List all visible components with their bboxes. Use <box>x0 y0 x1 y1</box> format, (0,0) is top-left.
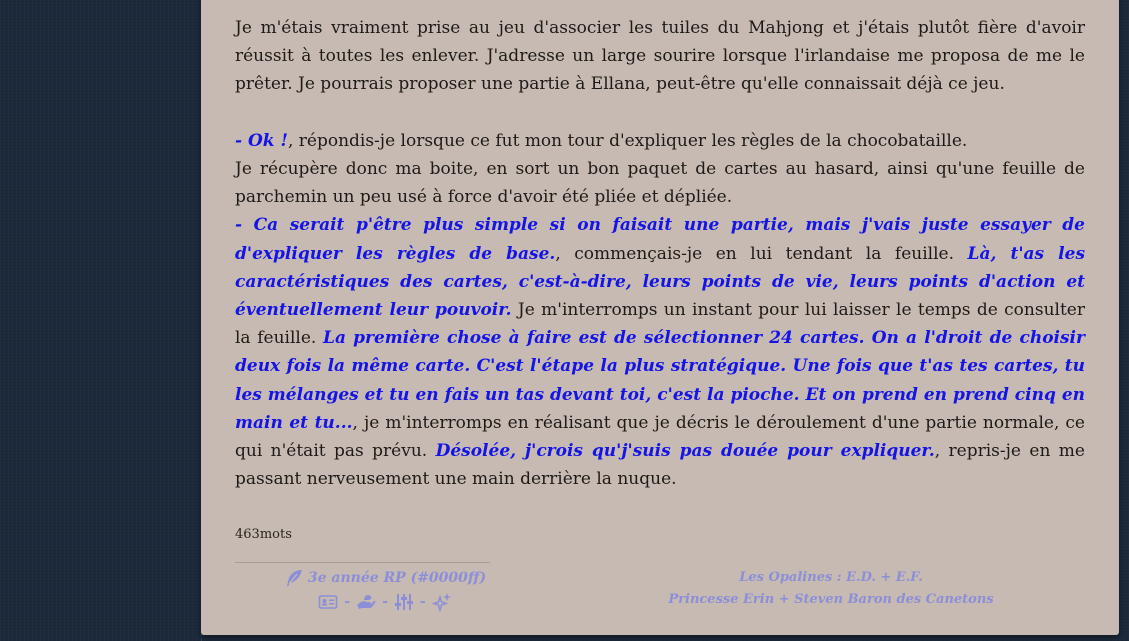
page-background-strip <box>0 0 202 641</box>
dialogue: - Ok ! <box>235 130 288 151</box>
dialogue: La première chose à faire est de sélectionner 24 cartes. On a l'droit de choisir deux fois la même carte. C'est l'étape la plus stratégique. Une fois que t'as tes cartes, tu les mélanges et tu en fais un tas devant toi, c'est la pioche. Et on prend en prend cinq en main et tu... <box>235 328 1085 433</box>
post-panel <box>201 0 1119 635</box>
sliders-icon[interactable] <box>394 592 414 612</box>
rp-year-label: 3e année RP (#0000ff) <box>307 570 487 586</box>
narration: , répondis-je lorsque ce fut mon tour d'expliquer les règles de la chocobataille. <box>287 130 968 151</box>
dialogue: Là, t'as les caractéristiques des cartes, c'est-à-dire, leurs points de vie, leurs points d'action et éventuellement leur pouvoir. <box>235 243 1086 321</box>
sparkles-icon[interactable] <box>432 592 452 612</box>
character-names: Princesse Erin + Steven Baron des Canetons <box>668 592 994 607</box>
icon-separator: - <box>344 594 351 610</box>
icon-separator: - <box>419 594 426 610</box>
paragraph: Je m'étais vraiment prise au jeu d'associer les tuiles du Mahjong et j'étais plutôt fière d'avoir réussit à toutes les enlever. J'adresse un large sourire lorsque l'irlandaise me proposa de me le prêter. Je pourrais proposer une partie à Ellana, peut-être qu'elle connaissait déjà ce jeu. <box>235 18 1085 95</box>
feather-icon <box>284 568 304 588</box>
footer-divider <box>235 562 490 563</box>
post-body <box>235 14 1085 493</box>
hand-holding-icon[interactable] <box>356 592 376 612</box>
narration: Je m'interromps un instant pour lui laisser le temps de consulter la feuille. <box>235 300 1085 349</box>
narration: , repris-je en me passant nerveusement une main derrière la nuque. <box>235 441 1085 490</box>
paragraph <box>235 127 1085 155</box>
icon-separator: - <box>382 594 388 610</box>
dialogue: - Ca serait p'être plus simple si on faisait une partie, mais j'vais juste essayer de d'expliquer les règles de base. <box>235 215 1085 264</box>
group-label: Les Opalines : E.D. + E.F. <box>739 570 923 585</box>
paragraph-gap <box>235 99 1085 127</box>
paragraph: Je récupère donc ma boite, en sort un bon paquet de cartes au hasard, ainsi qu'une feuille de parchemin un peu usé à force d'avoir été pliée et dépliée. <box>235 159 1085 208</box>
footer-left <box>235 567 535 613</box>
footer-right <box>641 567 1021 611</box>
paragraph <box>235 211 1085 493</box>
narration: , je m'interromps en réalisant que je décris le déroulement d'une partie normale, ce qui n'était pas prévu. <box>235 412 1085 462</box>
id-card-icon[interactable] <box>318 592 338 612</box>
word-count: 463mots <box>235 527 292 542</box>
dialogue: Désolée, j'crois qu'j'suis pas douée pour expliquer. <box>435 441 935 462</box>
narration: , commençais-je en lui tendant la feuille. <box>555 243 968 264</box>
